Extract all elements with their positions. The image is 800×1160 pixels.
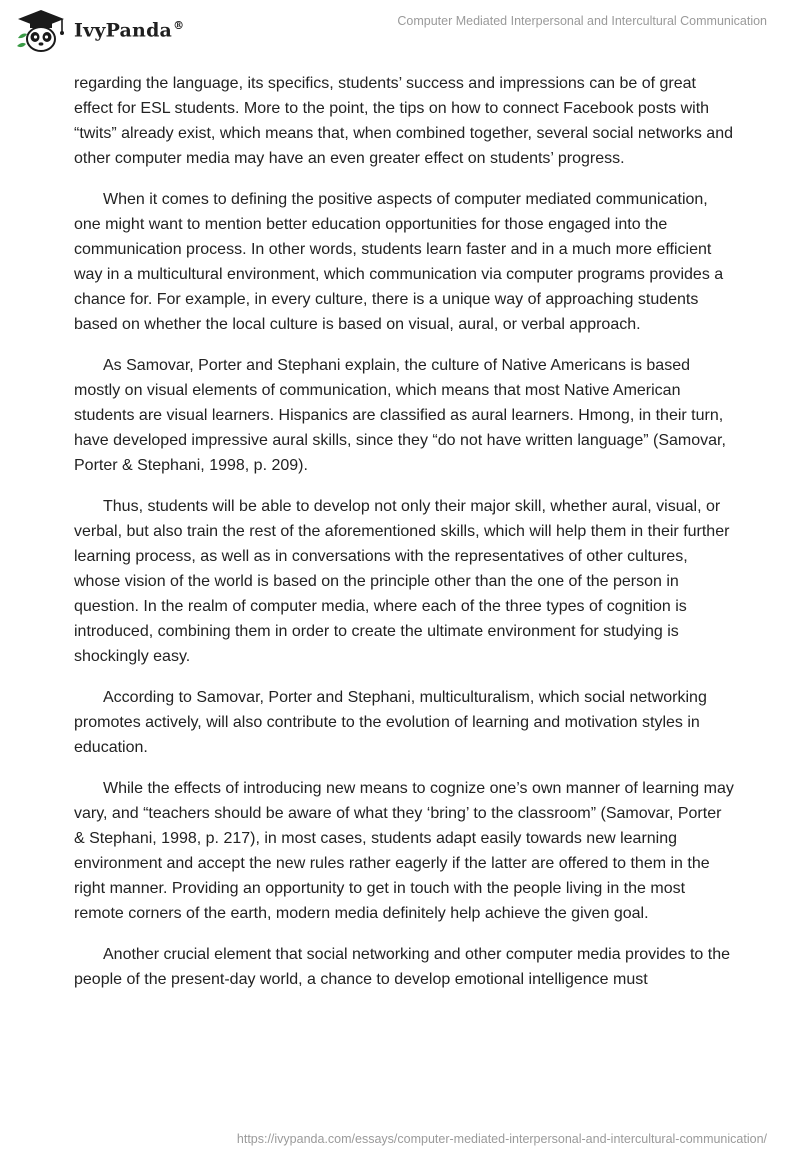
page-header xyxy=(0,0,800,70)
paragraph: While the effects of introducing new means to cognize one’s own manner of learning may vary, and “teachers should be aware of what they ‘bring’ to the classroom” (Samovar, Porter & Stephani, 1998, p. 217), in most cases, students adapt easily towards new learning environment and accept the new rules rather eagerly if the latter are offered to them in the right manner. Providing an opportunity to get in touch with the people living in the most remote corners of the earth, modern media definitely help achieve the given goal. xyxy=(74,780,734,922)
essay-body xyxy=(74,71,734,1008)
paragraph: According to Samovar, Porter and Stephani, multiculturalism, which social networking promotes actively, will also contribute to the evolution of learning and motivation styles in education. xyxy=(74,689,707,756)
paragraph: Another crucial element that social networking and other computer media provides to the people of the present-day world, a chance to develop emotional intelligence must xyxy=(74,946,731,988)
document-title: Computer Mediated Interpersonal and Intercultural Communication xyxy=(397,14,767,28)
paragraph: As Samovar, Porter and Stephani explain, the culture of Native Americans is based mostly on visual elements of communication, which means that most Native American students are visual learners. Hispanics are classified as aural learners. Hmong, in their turn, have developed impressive aural skills, since they “do not have written language” (Samovar, Porter & Stephani, 1998, p. 209). xyxy=(74,357,726,474)
source-url-link[interactable]: https://ivypanda.com/essays/computer-mediated-interpersonal-and-intercultural-communication/ xyxy=(236,1132,767,1146)
paragraph: When it comes to defining the positive aspects of computer mediated communication, one might want to mention better education opportunities for those engaged into the communication process. In other words, students learn faster and in a much more efficient way in a multicultural environment, which communication via computer programs provides a chance for. For example, in every culture, there is a unique way of approaching students based on whether the local culture is based on visual, aural, or verbal approach. xyxy=(74,191,724,333)
paragraph: Thus, students will be able to develop not only their major skill, whether aural, visual, or verbal, but also train the rest of the aforementioned skills, which will help them in their further learning process, as well as in conversations with the representatives of other cultures, whose vision of the world is based on the principle other than the one of the person in question. In the realm of computer media, where each of the three types of cognition is introduced, combining them in order to create the ultimate environment for studying is shockingly easy. xyxy=(74,498,730,665)
registered-mark: ® xyxy=(173,18,185,32)
paragraph-continuation: regarding the language, its specifics, students’ success and impressions can be of great effect for ESL students. More to the point, the tips on how to connect Facebook posts with “twits” already exist, which means that, when combined together, several social networks and other computer media may have an even greater effect on students’ progress. xyxy=(74,75,733,167)
panda-graduate-icon xyxy=(14,8,68,52)
brand-name-text: IvyPanda xyxy=(74,19,173,42)
brand-logo[interactable] xyxy=(14,8,184,52)
brand-name xyxy=(74,19,184,41)
